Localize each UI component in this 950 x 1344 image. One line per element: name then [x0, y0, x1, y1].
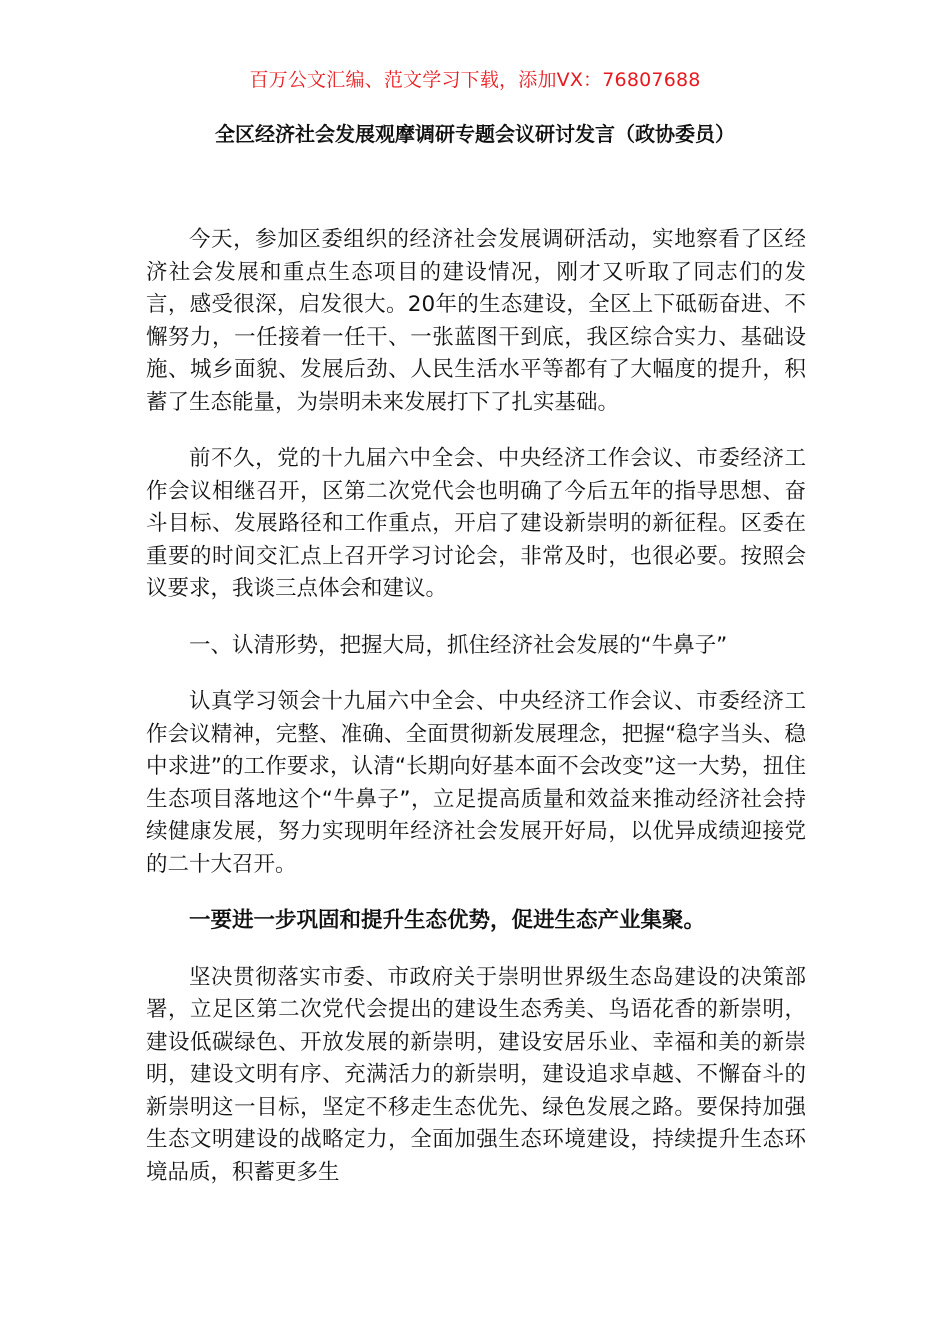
paragraph-subheading-1: 坚决贯彻落实市委、市政府关于崇明世界级生态岛建设的决策部署，立足区第二次党代会提出的建设生态秀美、鸟语花香的新崇明，建设低碳绿色、开放发展的新崇明，建设安居乐业、幸福和美的新崇明，建设文明有序、充满活力的新崇明，建设追求卓越、不懈奋斗的新崇明这一目标，坚定不移走生态优先、绿色发展之路。要保持加强生态文明建设的战略定力，全面加强生态环境建设，持续提升生态环境品质，积蓄更多生 — [146, 964, 806, 1185]
paragraph-section-1: 认真学习领会十九届六中全会、中央经济工作会议、市委经济工作会议精神，完整、准确、全面贯彻新发展理念，把握“稳字当头、稳中求进”的工作要求，认清“长期向好基本面不会改变”这一大势，扭住生态项目落地这个“牛鼻子”，立足提高质量和效益来推动经济社会持续健康发展，努力实现明年经济社会发展开好局，以优异成绩迎接党的二十大召开。 — [146, 689, 806, 877]
paragraph-context: 前不久，党的十九届六中全会、中央经济工作会议、市委经济工作会议相继召开，区第二次党代会也明确了今后五年的指导思想、奋斗目标、发展路径和工作重点，开启了建设新崇明的新征程。区委在重要的时间交汇点上召开学习讨论会，非常及时，也很必要。按照会议要求，我谈三点体会和建议。 — [146, 446, 806, 601]
document-title: 全区经济社会发展观摩调研专题会议研讨发言（政协委员） — [215, 122, 735, 146]
section-heading-1: 一、认清形势，把握大局，抓住经济社会发展的“牛鼻子” — [189, 632, 728, 658]
header-note: 百万公文汇编、范文学习下载，添加VX：76807688 — [249, 69, 701, 91]
document-body — [146, 224, 806, 1213]
paragraph-intro: 今天，参加区委组织的经济社会发展调研活动，实地察看了区经济社会发展和重点生态项目的建设情况，刚才又听取了同志们的发言，感受很深，启发很大。20年的生态建设，全区上下砥砺奋进、不懈努力，一任接着一任干、一张蓝图干到底，我区综合实力、基础设施、城乡面貌、发展后劲、人民生活水平等都有了大幅度的提升，积蓄了生态能量，为崇明未来发展打下了扎实基础。 — [146, 227, 806, 415]
subheading-1: 一要进一步巩固和提升生态优势，促进生态产业集聚。 — [189, 908, 706, 933]
